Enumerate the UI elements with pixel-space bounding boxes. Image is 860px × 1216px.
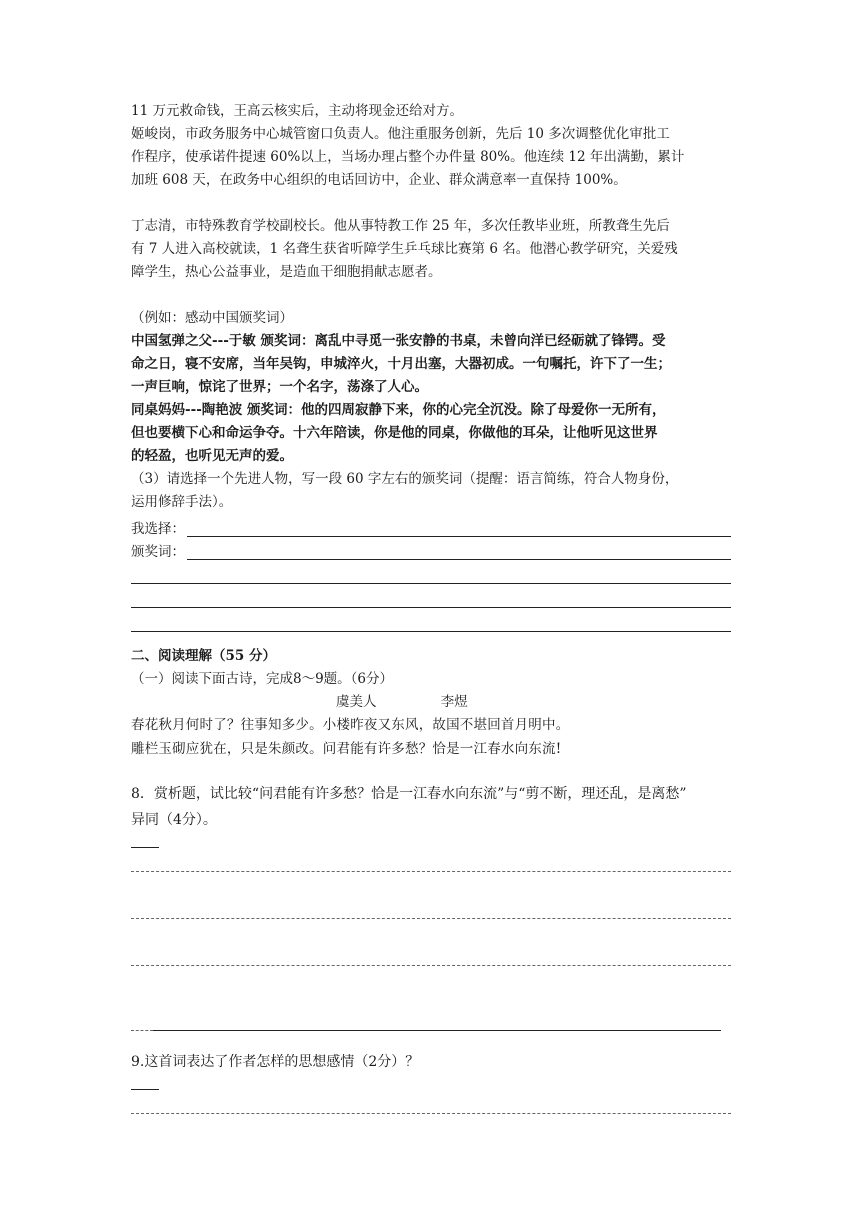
example-line: 中国氢弹之父---于敏 颁奖词：离乱中寻觅一张安静的书桌，未曾向洋已经砺就了锋锷。受 (131, 333, 666, 349)
answer-dashed-line[interactable] (131, 964, 731, 1011)
award-label: 颁奖词： (131, 544, 185, 560)
answer-dashed-line[interactable] (131, 870, 731, 917)
paragraph-line: 加班 608 天，在政务中心组织的电话回访中，企业、群众满意率一直保持 100%。 (131, 172, 627, 188)
task-instruction: 运用修辞手法）。 (131, 494, 233, 510)
spacer (131, 192, 731, 215)
poem-author: 李煜 (440, 694, 468, 710)
spacer (131, 1031, 731, 1049)
section-subtitle: （一）阅读下面古诗，完成8～9题。（6分） (131, 671, 394, 687)
paragraph-line: 丁志清，市特殊教育学校副校长。他从事特教工作 25 年，多次任教毕业班，所教聋生先后 (131, 218, 670, 234)
spacer (131, 284, 731, 307)
example-intro: （例如：感动中国颁奖词） (131, 310, 293, 326)
answer-underline[interactable] (187, 519, 731, 537)
poem-heading (131, 691, 731, 713)
poem-title: 虞美人 (336, 694, 377, 710)
poem-line: 春花秋月何时了？往事知多少。小楼昨夜又东风，故国不堪回首月明中。 (131, 717, 570, 733)
task-instruction: （3）请选择一个先进人物，写一段 60 字左右的颁奖词（提醒：语言简练，符合人物身份， (131, 471, 679, 487)
spacer (131, 761, 731, 781)
question-8: 8．赏析题，试比较“问君能有许多愁？恰是一江春水向东流”与“剪不断，理还乱，是离愁” (131, 786, 687, 802)
question-9: 9.这首词表达了作者怎样的思想感情（2分）？ (131, 1054, 420, 1070)
paragraph-line: 11 万元救命钱，王高云核实后，主动将现金还给对方。 (131, 103, 463, 119)
paragraph-line: 有 7 人进入高校就读，1 名聋生获省听障学生乒乓球比赛第 6 名。他潜心教学研究，关爱残 (131, 241, 678, 257)
document-page (131, 100, 731, 1159)
poem-line: 雕栏玉砌应犹在，只是朱颜改。问君能有许多愁？恰是一江春水向东流! (131, 741, 562, 757)
paragraph-line: 姬峻岗，市政务服务中心城管窗口负责人。他注重服务创新，先后 10 多次调整优化审批工 (131, 126, 670, 142)
answer-tail-line[interactable] (131, 1011, 731, 1031)
example-line: 的轻盈，也听见无声的爱。 (131, 448, 293, 464)
short-answer-rule (131, 833, 159, 848)
choose-field[interactable] (131, 514, 731, 537)
answer-line[interactable] (131, 608, 731, 632)
paragraph-line: 障学生，热心公益事业，是造血干细胞捐献志愿者。 (131, 264, 442, 280)
award-field[interactable] (131, 537, 731, 560)
example-line: 同桌妈妈---陶艳波 颁奖词：他的四周寂静下来，你的心完全沉没。除了母爱你一无所有， (131, 402, 666, 418)
answer-line[interactable] (131, 584, 731, 608)
answer-line[interactable] (131, 560, 731, 584)
answer-dashed-line[interactable] (131, 1112, 731, 1159)
answer-underline[interactable] (187, 542, 731, 560)
example-line: 但也要横下心和命运争夺。十六年陪读，你是他的同桌，你做他的耳朵，让他听见这世界 (131, 425, 658, 441)
paragraph-line: 作程序，使承诺件提速 60%以上，当场办理占整个办件量 80%。他连续 12 年出满勤，累计 (131, 149, 685, 165)
example-line: 命之日，寝不安席，当年吴钩，申城淬火，十月出塞，大器初成。一句嘱托，许下了一生； (131, 356, 671, 372)
short-answer-rule (131, 1075, 159, 1090)
question-8-cont: 异同（4分）。 (131, 812, 217, 828)
answer-dashed-line[interactable] (131, 917, 731, 964)
section-title: 二、阅读理解（55 分） (131, 648, 276, 664)
choose-label: 我选择： (131, 521, 185, 537)
example-line: 一声巨响，惊诧了世界；一个名字，荡涤了人心。 (131, 379, 428, 395)
